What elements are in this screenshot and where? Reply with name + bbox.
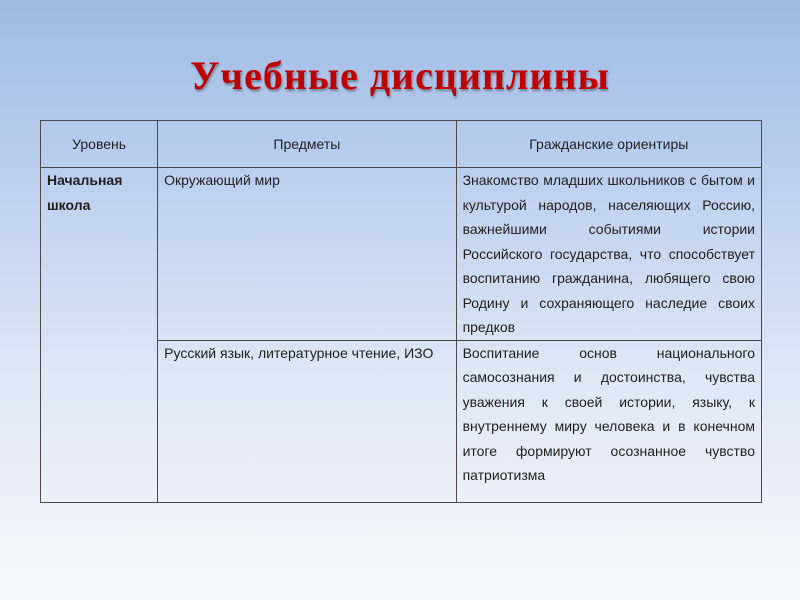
header-level: Уровень <box>41 121 158 168</box>
level-cell: Начальная школа <box>41 168 158 503</box>
table-row <box>41 168 762 341</box>
slide-title: Учебные дисциплины <box>190 53 610 98</box>
subject-cell: Окружающий мир <box>158 168 456 341</box>
orientation-cell: Воспитание основ национального самосознания и достоинства, чувства уважения к своей истории, языку, к внутреннему миру человека и в конечном итоге формируют осознанное чувство патриотизма <box>456 340 761 502</box>
header-orientations: Гражданские ориентиры <box>456 121 761 168</box>
disciplines-table <box>40 120 762 503</box>
table-body <box>41 168 762 503</box>
table-header-row <box>41 121 762 168</box>
subject-cell: Русский язык, литературное чтение, ИЗО <box>158 340 456 502</box>
header-subjects: Предметы <box>158 121 456 168</box>
orientation-cell: Знакомство младших школьников с бытом и культурой народов, населяющих Россию, важнейшими событиями истории Российского государства, что способствует воспитанию гражданина, любящего свою Родину и сохраняющего наследие своих предков <box>456 168 761 341</box>
